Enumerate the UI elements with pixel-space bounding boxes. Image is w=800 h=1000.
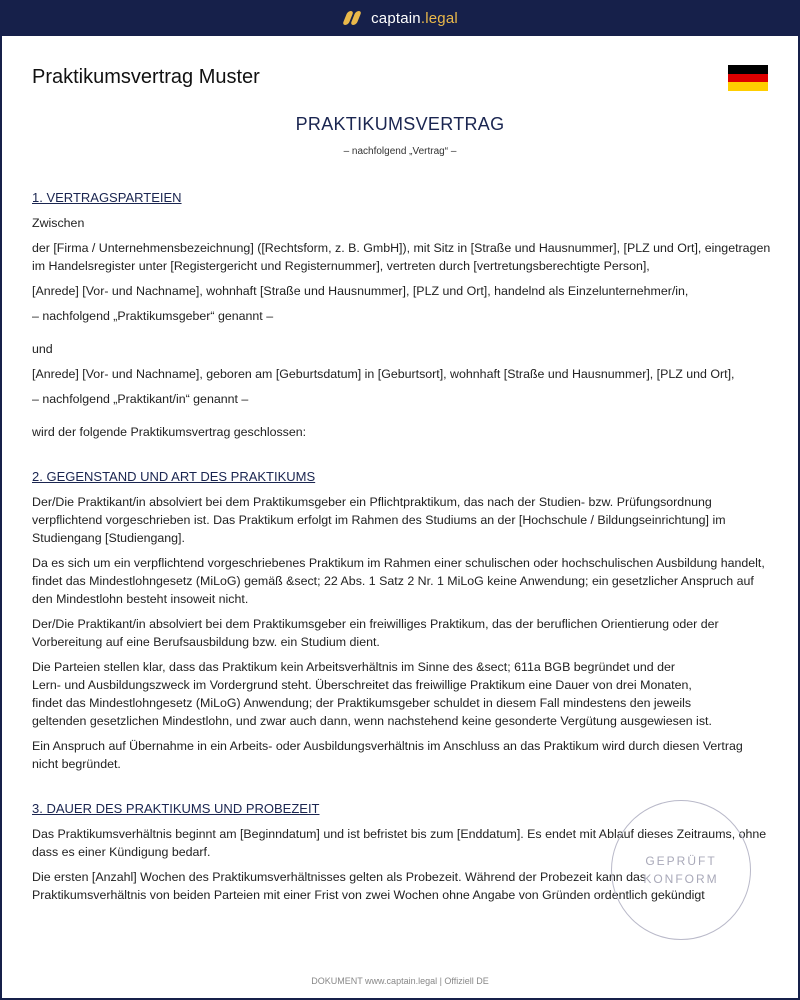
contract-body — [32, 189, 772, 904]
paragraph: Das Praktikumsverhältnis beginnt am [Beginndatum] und ist befristet bis zum [Enddatum]. Es endet mit Ablauf dieses Zeitraums, ohne dass es einer Kündigung bedarf. — [32, 827, 767, 859]
brand-name[interactable] — [371, 10, 458, 27]
contract-subtitle: – nachfolgend „Vertrag“ – — [343, 146, 457, 157]
document-header — [32, 66, 768, 96]
flag-stripe-gold — [728, 82, 768, 91]
paragraph: Zwischen — [32, 216, 85, 230]
paragraph-line: Die ersten [Anzahl] Wochen des Praktikumsverhältnisses gelten als Probezeit. Während der Probezeit kann das — [32, 870, 647, 884]
paragraph: Ein Anspruch auf Übernahme in ein Arbeits- oder Ausbildungsverhältnis im Anschluss an das Praktikum wird durch diesen Vertrag nicht begründet. — [32, 739, 743, 771]
section-heading-3: 3. DAUER DES PRAKTIKUMS UND PROBEZEIT — [32, 801, 320, 816]
paragraph: [Anrede] [Vor- und Nachname], wohnhaft [Straße und Hausnummer], [PLZ und Ort], handelnd als Einzelunternehmer/in, — [32, 284, 689, 298]
stamp-line-2: KONFORM — [643, 872, 719, 886]
page-title: Praktikumsvertrag Muster — [32, 66, 260, 88]
paragraph: Der/Die Praktikant/in absolviert bei dem Praktikumsgeber ein freiwilliges Praktikum, das der beruflichen Orientierung oder der Vorbereitung auf eine Berufsausbildung bzw. ein Studium dient. — [32, 617, 719, 649]
paragraph: – nachfolgend „Praktikant/in“ genannt – — [32, 392, 249, 406]
brand-name-text: captain — [371, 9, 421, 27]
paragraph-line: Die Parteien stellen klar, dass das Praktikum kein Arbeitsverhältnis im Sinne des &sect; 611a BGB begründet und der — [32, 660, 676, 674]
paragraph — [32, 658, 772, 730]
paragraph-line: Praktikumsverhältnis von beiden Parteien mit einer Frist von zwei Wochen ohne Angabe von Gründen ordentlich gekündigt — [32, 888, 705, 902]
paragraph: und — [32, 342, 53, 356]
paragraph: Da es sich um ein verpflichtend vorgeschriebenes Praktikum im Rahmen einer schulischen oder hochschulischen Ausbildung handelt, findet das Mindestlohngesetz (MiLoG) gemäß &sect; 22 Abs. 1 Satz 2 Nr. 1 MiLoG keine Anwendung; ein gesetzlicher Anspruch auf den Mindestlohn besteht insoweit nicht. — [32, 556, 765, 606]
flag-stripe-black — [728, 65, 768, 74]
paragraph-line: Lern- und Ausbildungszweck im Vordergrund steht. Überschreitet das freiwillige Praktikum eine Dauer von drei Monaten, — [32, 678, 692, 692]
paragraph: [Anrede] [Vor- und Nachname], geboren am [Geburtsdatum] in [Geburtsort], wohnhaft [Straße und Hausnummer], [PLZ und Ort], — [32, 367, 735, 381]
paragraph-line: findet das Mindestlohngesetz (MiLoG) Anwendung; der Praktikumsgeber schuldet in diesem Fall mindestens den jeweils — [32, 696, 692, 710]
paragraph: Der/Die Praktikant/in absolviert bei dem Praktikumsgeber ein Pflichtpraktikum, das nach der Studien- bzw. Prüfungsordnung verpflichtend vorgeschrieben ist. Das Praktikum erfolgt im Rahmen des Studiums an der [Hochschule / Bildungseinrichtung] im Studiengang [Studiengang]. — [32, 495, 726, 545]
german-flag-icon — [728, 65, 768, 91]
section-heading-1: 1. VERTRAGSPARTEIEN — [32, 190, 182, 205]
captain-logo-icon — [342, 10, 362, 26]
contract-title: PRAKTIKUMSVERTRAG — [295, 114, 505, 134]
paragraph: – nachfolgend „Praktikumsgeber“ genannt – — [32, 309, 274, 323]
approval-stamp — [611, 800, 751, 940]
section-heading-2: 2. GEGENSTAND UND ART DES PRAKTIKUMS — [32, 469, 316, 484]
stamp-line-1: GEPRÜFT — [645, 854, 717, 868]
top-bar — [0, 0, 800, 36]
paragraph-line: geltenden gesetzlichen Mindestlohn, und zwar auch dann, wenn nachstehend keine gesonderte Vergütung ausgewiesen ist. — [32, 714, 712, 728]
document-page — [2, 36, 798, 998]
brand-tld: .legal — [420, 9, 458, 27]
flag-stripe-red — [728, 74, 768, 83]
page-footer: DOKUMENT www.captain.legal | Offiziell DE — [311, 976, 489, 986]
paragraph: der [Firma / Unternehmensbezeichnung] ([Rechtsform, z. B. GmbH]), mit Sitz in [Straße und Hausnummer], [PLZ und Ort], eingetragen im Handelsregister unter [Registergericht und Registernummer], vertreten durch [vertretungsberechtigte Person], — [32, 241, 771, 273]
paragraph: wird der folgende Praktikumsvertrag geschlossen: — [32, 425, 307, 439]
